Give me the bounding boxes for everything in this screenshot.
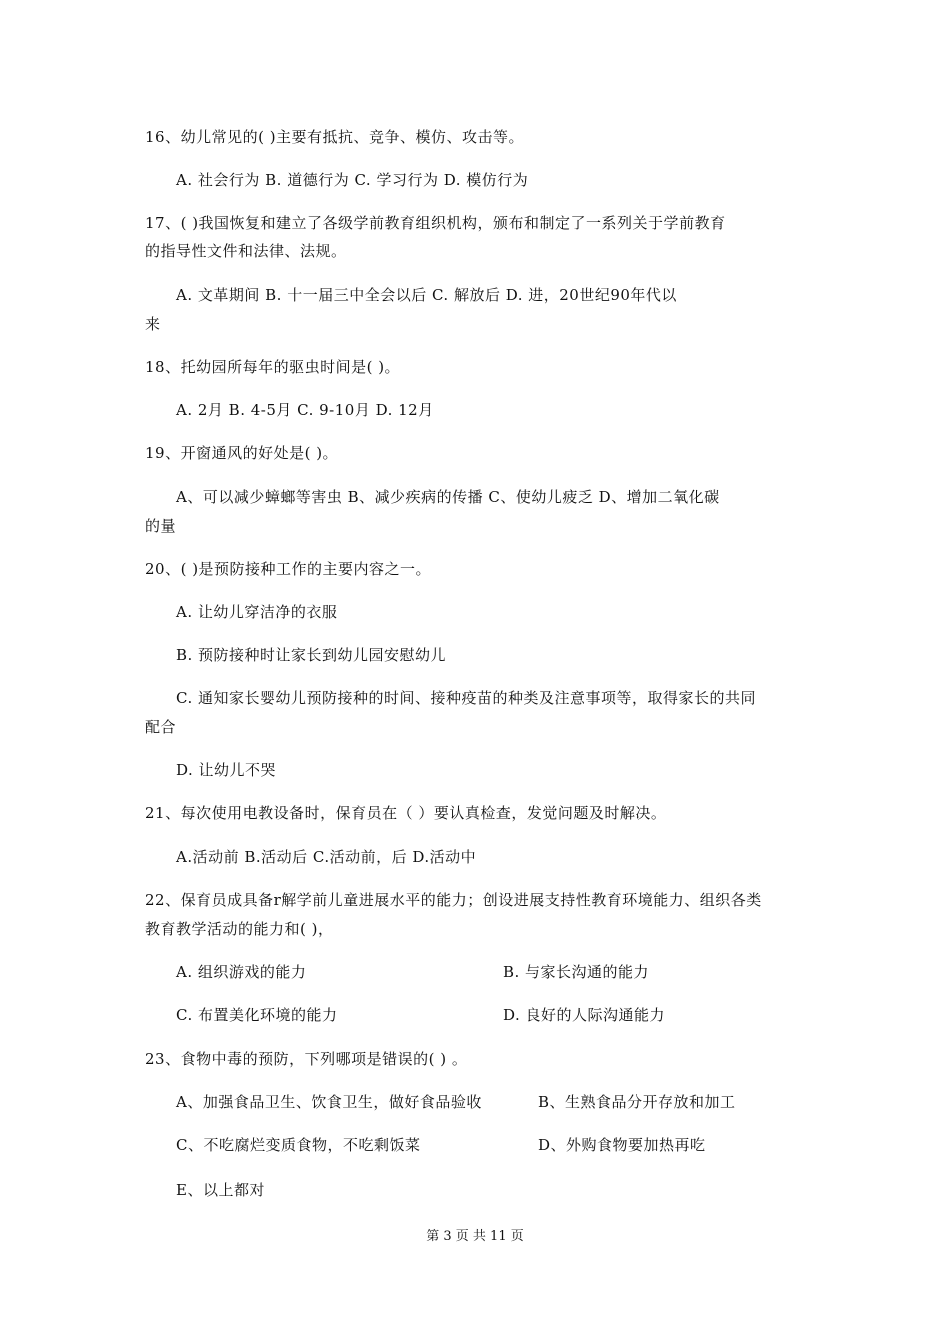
- q20-option-c-line2: 配合: [145, 718, 177, 736]
- q19-stem: 19、开窗通风的好处是( )。: [145, 444, 339, 462]
- q22-option-b: B. 与家长沟通的能力: [503, 963, 650, 981]
- q19-options-line1: A、可以减少蟑螂等害虫 B、减少疾病的传播 C、使幼儿疲乏 D、增加二氧化碳: [176, 488, 720, 506]
- q23-option-e: E、以上都对: [176, 1181, 265, 1199]
- q20-option-d: D. 让幼儿不哭: [176, 761, 277, 779]
- q23-option-d: D、外购食物要加热再吃: [538, 1136, 706, 1154]
- q21-options: A.活动前 B.活动后 C.活动前，后 D.活动中: [176, 848, 477, 866]
- q20-option-b: B. 预防接种时让家长到幼儿园安慰幼儿: [176, 646, 447, 664]
- q18-options: A. 2月 B. 4-5月 C. 9-10月 D. 12月: [176, 401, 434, 419]
- q22-stem-line1: 22、保育员成具备r解学前儿童进展水平的能力；创设进展支持性教育环境能力、组织各类: [145, 891, 762, 909]
- q16-stem: 16、幼儿常见的( )主要有抵抗、竞争、模仿、攻击等。: [145, 128, 525, 146]
- q17-stem-line2: 的指导性文件和法律、法规。: [145, 242, 347, 260]
- q22-stem-line2: 教育教学活动的能力和( )，: [145, 920, 334, 938]
- q23-option-c: C、不吃腐烂变质食物，不吃剩饭菜: [176, 1136, 421, 1154]
- q20-option-a: A. 让幼儿穿洁净的衣服: [176, 603, 338, 621]
- q22-option-a: A. 组织游戏的能力: [176, 963, 307, 981]
- q23-stem: 23、食物中毒的预防，下列哪项是错误的( ) 。: [145, 1050, 468, 1068]
- q18-stem: 18、托幼园所每年的驱虫时间是( )。: [145, 358, 401, 376]
- q22-option-c: C. 布置美化环境的能力: [176, 1006, 338, 1024]
- q17-options-line1: A. 文革期间 B. 十一届三中全会以后 C. 解放后 D. 进，20世纪90年代以: [176, 286, 677, 304]
- q21-stem: 21、每次使用电教设备时，保育员在（ ）要认真检查，发觉问题及时解决。: [145, 804, 667, 822]
- q23-option-a: A、加强食品卫生、饮食卫生，做好食品验收: [176, 1093, 482, 1111]
- q17-stem-line1: 17、( )我国恢复和建立了各级学前教育组织机构，颁布和制定了一系列关于学前教育: [145, 214, 726, 232]
- q19-options-line2: 的量: [145, 517, 177, 535]
- q23-option-b: B、生熟食品分开存放和加工: [538, 1093, 736, 1111]
- q22-option-d: D. 良好的人际沟通能力: [503, 1006, 666, 1024]
- q20-option-c-line1: C. 通知家长婴幼儿预防接种的时间、接种疫苗的种类及注意事项等，取得家长的共同: [176, 689, 756, 707]
- q16-options: A. 社会行为 B. 道德行为 C. 学习行为 D. 模仿行为: [176, 171, 529, 189]
- q17-options-line2: 来: [145, 315, 161, 333]
- page-footer: 第 3 页 共 11 页: [426, 1229, 524, 1244]
- q20-stem: 20、( )是预防接种工作的主要内容之一。: [145, 560, 432, 578]
